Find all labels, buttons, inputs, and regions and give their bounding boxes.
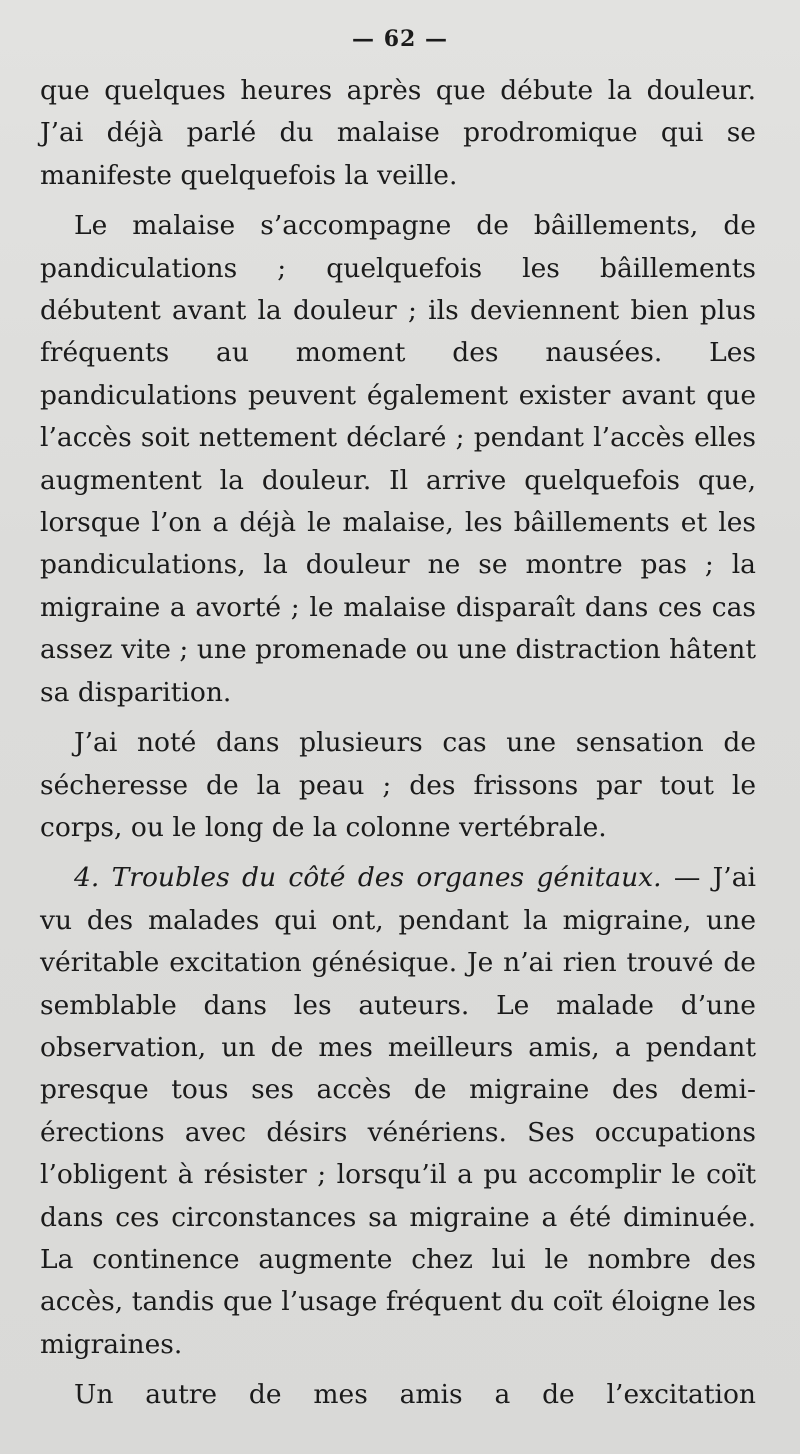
heading-dash: — <box>661 862 713 894</box>
paragraph-5: Un autre de mes amis a de l’excitation <box>74 1379 756 1411</box>
paragraph-1: que quelques heures après que débute la douleur. J’ai déjà parlé du malaise prodromique qui se manifeste quelquefois la veille. <box>40 75 756 191</box>
paragraph-4 <box>40 857 756 1366</box>
paragraph-4-body: J’ai vu des malades qui ont, pendant la migraine, une véritable excitation génésique. Je n’ai rien trouvé de semblable dans les auteurs. Le malade d’une observation, un de mes meilleurs amis, a pendant presque tous ses accès de migraine des demi-érections avec désirs vénériens. Ses occupations l’obligent à résister ; lorsqu’il a pu accomplir le coït dans ces circonstances sa migraine a été diminuée. La continence augmente chez lui le nombre des accès, tandis que l’usage fréquent du coït éloigne les migraines. <box>40 862 756 1360</box>
section-heading: 4. Troubles du côté des organes génitaux. <box>74 862 662 894</box>
page-number: — 62 — <box>352 26 448 52</box>
paragraph-3: J’ai noté dans plusieurs cas une sensation de sécheresse de la peau ; des frissons par tout le corps, ou le long de la colonne vertébrale. <box>40 727 756 843</box>
text-column <box>40 70 756 1417</box>
paragraph-2: Le malaise s’accompagne de bâillements, de pandiculations ; quelquefois les bâillements débutent avant la douleur ; ils deviennent bien plus fréquents au moment des nausées. Les pandiculations peuvent également exister avant que l’accès soit nettement déclaré ; pendant l’accès elles augmentent la douleur. Il arrive quelquefois que, lorsque l’on a déjà le malaise, les bâillements et les pandiculations, la douleur ne se montre pas ; la migraine a avorté ; le malaise disparaît dans ces cas assez vite ; une promenade ou une distraction hâtent sa disparition. <box>40 210 756 708</box>
